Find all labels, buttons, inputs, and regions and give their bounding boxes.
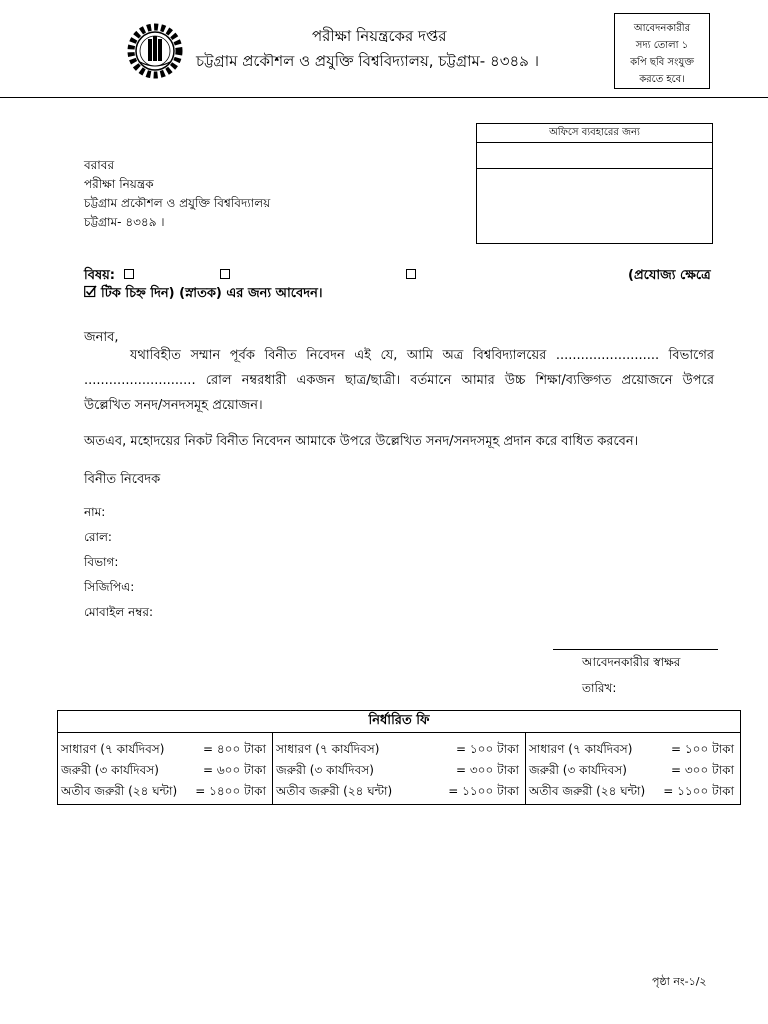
fee-row: অতীব জরুরী (২৪ ঘন্টা) = ১৪০০ টাকা [61, 784, 266, 798]
roll-field-label: রোল: [84, 530, 112, 544]
certificate-checkbox-3[interactable] [406, 269, 416, 279]
fee-row: অতীব জরুরী (২৪ ঘন্টা) = ১১০০ টাকা [276, 784, 519, 798]
photo-note-line: করতে হবে। [639, 74, 685, 85]
photo-note-line: সদ্য তোলা ১ [635, 40, 689, 51]
fee-table-title: নির্ধারিত ফি [58, 711, 741, 733]
signature-line [553, 649, 718, 650]
office-use-title: অফিসে ব্যবহারের জন্য [477, 124, 712, 143]
page-number: পৃষ্ঠা নং-১/২ [652, 975, 707, 988]
fee-column [273, 733, 526, 805]
address-to: বরাবর [84, 158, 115, 172]
cgpa-field-label: সিজিপিএ: [84, 580, 135, 594]
address-recipient: পরীক্ষা নিয়ন্ত্রক [84, 177, 154, 191]
fee-column [526, 733, 741, 805]
address-university: চট্টগ্রাম প্রকৌশল ও প্রযুক্তি বিশ্ববিদ্যালয় [84, 196, 271, 210]
closing-text: বিনীত নিবেদক [84, 472, 161, 487]
subject-label: বিষয়: [84, 268, 115, 283]
fee-row: জরুরী (৩ কার্যদিবস) = ৬০০ টাকা [61, 763, 266, 777]
salutation: জনাব, [84, 330, 119, 345]
fee-row: সাধারণ (৭ কার্যদিবস) = ১০০ টাকা [529, 742, 734, 756]
office-use-row [477, 143, 712, 169]
university-name: চট্টগ্রাম প্রকৌশল ও প্রযুক্তি বিশ্ববিদ্যালয়, চট্টগ্রাম- ৪৩৪৯ । [196, 52, 540, 70]
photo-note-line: আবেদনকারীর [633, 23, 691, 34]
header-divider [0, 97, 768, 98]
fee-row: সাধারণ (৭ কার্যদিবস) = ১০০ টাকা [276, 742, 519, 756]
paragraph-1-line-3: উল্লেখিত সনদ/সনদসমূহ প্রয়োজন। [84, 398, 263, 413]
mobile-field-label: মোবাইল নম্বর: [84, 605, 154, 619]
certificate-checkbox-1[interactable] [124, 269, 134, 279]
department-field-label: বিভাগ: [84, 555, 119, 569]
fee-row: জরুরী (৩ কার্যদিবস) = ৩০০ টাকা [276, 763, 519, 777]
fee-column [58, 733, 273, 805]
paragraph-2: অতএব, মহোদয়ের নিকট বিনীত নিবেদন আমাকে উপরে উল্লেখিত সনদ/সনদসমূহ প্রদান করে বাধিত করবেন। [84, 434, 639, 449]
fee-row: জরুরী (৩ কার্যদিবস) = ৩০০ টাকা [529, 763, 734, 777]
applicable-note: (প্রযোজ্য ক্ষেত্রে [628, 268, 711, 283]
fee-table [57, 710, 741, 805]
address-city: চট্টগ্রাম- ৪৩৪৯ । [84, 215, 165, 229]
name-field-label: নাম: [84, 505, 106, 519]
paragraph-1-line-1: যথাবিহীত সম্মান পূর্বক বিনীত নিবেদন এই যে, আমি অত্র বিশ্ববিদ্যালয়ের ......................... বিভাগের [130, 348, 714, 363]
fee-row: সাধারণ (৭ কার্যদিবস) = ৪০০ টাকা [61, 742, 266, 756]
photo-note-line: কপি ছবি সংযুক্ত [630, 57, 694, 68]
date-label: তারিখ: [582, 681, 617, 695]
photo-instruction-box [614, 13, 710, 89]
certificate-checkbox-2[interactable] [220, 269, 230, 279]
subject-tick-instruction: টিক চিহ্ন দিন) (স্নাতক) এর জন্য আবেদন। [101, 286, 323, 301]
check-tick-icon [84, 285, 97, 298]
paragraph-1-line-2: ........................... রোল নম্বরধারী একজন ছাত্র/ছাত্রী। বর্তমানে আমার উচ্চ শিক্ষা/ব্যক্তিগত প্রয়োজনে উপরে [84, 373, 714, 388]
office-title: পরীক্ষা নিয়ন্ত্রকের দপ্তর [312, 27, 447, 45]
fee-row: অতীব জরুরী (২৪ ঘন্টা) = ১১০০ টাকা [529, 784, 734, 798]
signature-label: আবেদনকারীর স্বাক্ষর [582, 655, 681, 669]
cuet-gear-logo-icon [126, 22, 184, 80]
office-use-box [476, 123, 713, 244]
